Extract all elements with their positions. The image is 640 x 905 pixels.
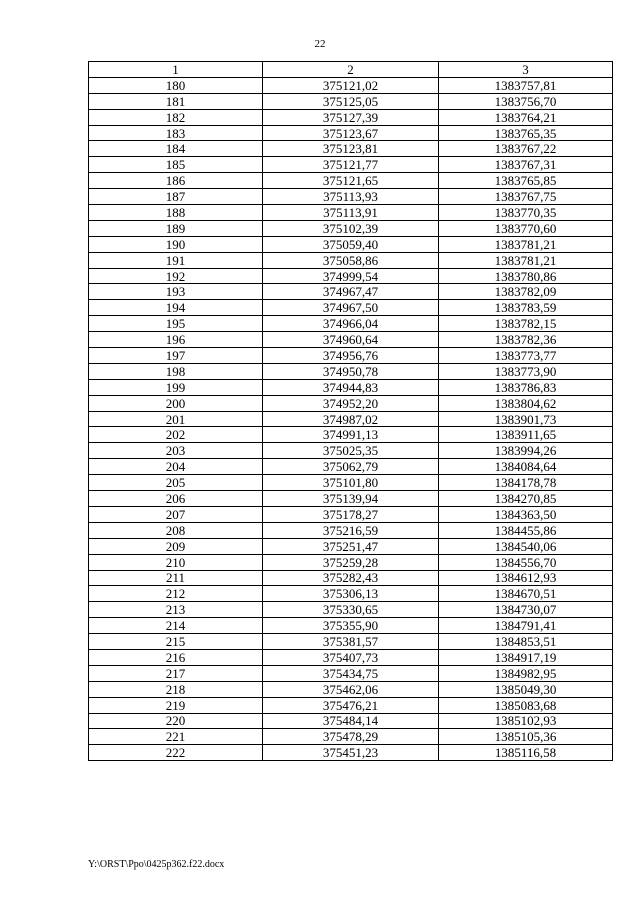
point-number-cell: 201 (89, 411, 263, 427)
table-row (89, 395, 613, 411)
x-coordinate-cell: 375123,81 (263, 141, 439, 157)
table-row (89, 332, 613, 348)
table-row (89, 141, 613, 157)
table-row (89, 745, 613, 761)
y-coordinate-cell: 1384084,64 (439, 459, 613, 475)
x-coordinate-cell: 375434,75 (263, 665, 439, 681)
y-coordinate-cell: 1383782,15 (439, 316, 613, 332)
y-coordinate-cell: 1384270,85 (439, 491, 613, 507)
y-coordinate-cell: 1384982,95 (439, 665, 613, 681)
y-coordinate-cell: 1383786,83 (439, 379, 613, 395)
point-number-cell: 218 (89, 681, 263, 697)
point-number-cell: 182 (89, 109, 263, 125)
point-number-cell: 212 (89, 586, 263, 602)
table-row (89, 411, 613, 427)
y-coordinate-cell: 1383901,73 (439, 411, 613, 427)
x-coordinate-cell: 375178,27 (263, 506, 439, 522)
y-coordinate-cell: 1383756,70 (439, 93, 613, 109)
table-row (89, 538, 613, 554)
x-coordinate-cell: 375484,14 (263, 713, 439, 729)
x-coordinate-cell: 375451,23 (263, 745, 439, 761)
y-coordinate-cell: 1384853,51 (439, 634, 613, 650)
table-row (89, 157, 613, 173)
x-coordinate-cell: 375062,79 (263, 459, 439, 475)
x-coordinate-cell: 375462,06 (263, 681, 439, 697)
table-row (89, 220, 613, 236)
point-number-cell: 187 (89, 189, 263, 205)
point-number-cell: 192 (89, 268, 263, 284)
y-coordinate-cell: 1383757,81 (439, 77, 613, 93)
point-number-cell: 185 (89, 157, 263, 173)
y-coordinate-cell: 1385049,30 (439, 681, 613, 697)
table-row (89, 697, 613, 713)
table-header-row (89, 62, 613, 78)
y-coordinate-cell: 1384917,19 (439, 649, 613, 665)
point-number-cell: 221 (89, 729, 263, 745)
point-number-cell: 197 (89, 348, 263, 364)
table-row (89, 506, 613, 522)
point-number-cell: 213 (89, 602, 263, 618)
x-coordinate-cell: 375125,05 (263, 93, 439, 109)
x-coordinate-cell: 375025,35 (263, 443, 439, 459)
point-number-cell: 207 (89, 506, 263, 522)
table-row (89, 491, 613, 507)
table-row (89, 93, 613, 109)
table-row (89, 109, 613, 125)
point-number-cell: 208 (89, 522, 263, 538)
point-number-cell: 215 (89, 634, 263, 650)
table-row (89, 713, 613, 729)
y-coordinate-cell: 1384455,86 (439, 522, 613, 538)
x-coordinate-cell: 374966,04 (263, 316, 439, 332)
x-coordinate-cell: 375102,39 (263, 220, 439, 236)
y-coordinate-cell: 1383770,60 (439, 220, 613, 236)
table-row (89, 586, 613, 602)
x-coordinate-cell: 375121,65 (263, 173, 439, 189)
table-row (89, 173, 613, 189)
table-row (89, 284, 613, 300)
y-coordinate-cell: 1383781,21 (439, 236, 613, 252)
point-number-cell: 204 (89, 459, 263, 475)
x-coordinate-cell: 375121,02 (263, 77, 439, 93)
point-number-cell: 183 (89, 125, 263, 141)
y-coordinate-cell: 1383782,36 (439, 332, 613, 348)
y-coordinate-cell: 1383804,62 (439, 395, 613, 411)
point-number-cell: 217 (89, 665, 263, 681)
point-number-cell: 191 (89, 252, 263, 268)
point-number-cell: 200 (89, 395, 263, 411)
table-row (89, 459, 613, 475)
point-number-cell: 194 (89, 300, 263, 316)
table-row (89, 77, 613, 93)
table-row (89, 300, 613, 316)
point-number-cell: 203 (89, 443, 263, 459)
point-number-cell: 214 (89, 618, 263, 634)
table-row (89, 363, 613, 379)
column-header-2: 2 (263, 62, 439, 78)
y-coordinate-cell: 1383994,26 (439, 443, 613, 459)
point-number-cell: 180 (89, 77, 263, 93)
y-coordinate-cell: 1385102,93 (439, 713, 613, 729)
table-row (89, 618, 613, 634)
y-coordinate-cell: 1383767,75 (439, 189, 613, 205)
point-number-cell: 190 (89, 236, 263, 252)
y-coordinate-cell: 1384791,41 (439, 618, 613, 634)
x-coordinate-cell: 374991,13 (263, 427, 439, 443)
table-row (89, 729, 613, 745)
x-coordinate-cell: 374956,76 (263, 348, 439, 364)
x-coordinate-cell: 374944,83 (263, 379, 439, 395)
table-row (89, 252, 613, 268)
table-row (89, 522, 613, 538)
table-row (89, 475, 613, 491)
x-coordinate-cell: 375476,21 (263, 697, 439, 713)
point-number-cell: 222 (89, 745, 263, 761)
y-coordinate-cell: 1383770,35 (439, 205, 613, 221)
x-coordinate-cell: 375113,93 (263, 189, 439, 205)
point-number-cell: 189 (89, 220, 263, 236)
coordinates-table (88, 61, 613, 761)
table-row (89, 316, 613, 332)
y-coordinate-cell: 1384178,78 (439, 475, 613, 491)
point-number-cell: 196 (89, 332, 263, 348)
y-coordinate-cell: 1383783,59 (439, 300, 613, 316)
point-number-cell: 216 (89, 649, 263, 665)
y-coordinate-cell: 1384363,50 (439, 506, 613, 522)
x-coordinate-cell: 375306,13 (263, 586, 439, 602)
y-coordinate-cell: 1383767,31 (439, 157, 613, 173)
table-body (89, 77, 613, 760)
y-coordinate-cell: 1384730,07 (439, 602, 613, 618)
x-coordinate-cell: 375139,94 (263, 491, 439, 507)
y-coordinate-cell: 1383765,35 (439, 125, 613, 141)
point-number-cell: 199 (89, 379, 263, 395)
point-number-cell: 195 (89, 316, 263, 332)
x-coordinate-cell: 375355,90 (263, 618, 439, 634)
x-coordinate-cell: 375330,65 (263, 602, 439, 618)
y-coordinate-cell: 1383780,86 (439, 268, 613, 284)
table-row (89, 189, 613, 205)
table-row (89, 443, 613, 459)
x-coordinate-cell: 375282,43 (263, 570, 439, 586)
point-number-cell: 202 (89, 427, 263, 443)
x-coordinate-cell: 375121,77 (263, 157, 439, 173)
table-row (89, 634, 613, 650)
y-coordinate-cell: 1384540,06 (439, 538, 613, 554)
y-coordinate-cell: 1384556,70 (439, 554, 613, 570)
point-number-cell: 220 (89, 713, 263, 729)
x-coordinate-cell: 375259,28 (263, 554, 439, 570)
x-coordinate-cell: 375216,59 (263, 522, 439, 538)
y-coordinate-cell: 1385083,68 (439, 697, 613, 713)
y-coordinate-cell: 1383764,21 (439, 109, 613, 125)
y-coordinate-cell: 1385105,36 (439, 729, 613, 745)
table-row (89, 379, 613, 395)
x-coordinate-cell: 374987,02 (263, 411, 439, 427)
page-number: 22 (314, 38, 326, 50)
y-coordinate-cell: 1383911,65 (439, 427, 613, 443)
x-coordinate-cell: 374960,64 (263, 332, 439, 348)
table-row (89, 268, 613, 284)
column-header-3: 3 (439, 62, 613, 78)
x-coordinate-cell: 374967,50 (263, 300, 439, 316)
x-coordinate-cell: 375059,40 (263, 236, 439, 252)
table-row (89, 602, 613, 618)
table-row (89, 649, 613, 665)
x-coordinate-cell: 375101,80 (263, 475, 439, 491)
x-coordinate-cell: 375251,47 (263, 538, 439, 554)
y-coordinate-cell: 1383767,22 (439, 141, 613, 157)
y-coordinate-cell: 1383773,77 (439, 348, 613, 364)
point-number-cell: 184 (89, 141, 263, 157)
x-coordinate-cell: 374950,78 (263, 363, 439, 379)
table-row (89, 236, 613, 252)
table-row (89, 681, 613, 697)
point-number-cell: 181 (89, 93, 263, 109)
x-coordinate-cell: 375113,91 (263, 205, 439, 221)
y-coordinate-cell: 1383773,90 (439, 363, 613, 379)
point-number-cell: 210 (89, 554, 263, 570)
x-coordinate-cell: 374952,20 (263, 395, 439, 411)
y-coordinate-cell: 1384612,93 (439, 570, 613, 586)
footer-file-path: Y:\ORST\Ppo\0425p362.f22.docx (88, 859, 225, 870)
point-number-cell: 186 (89, 173, 263, 189)
table-row (89, 570, 613, 586)
point-number-cell: 193 (89, 284, 263, 300)
y-coordinate-cell: 1384670,51 (439, 586, 613, 602)
column-header-1: 1 (89, 62, 263, 78)
point-number-cell: 198 (89, 363, 263, 379)
x-coordinate-cell: 375127,39 (263, 109, 439, 125)
y-coordinate-cell: 1383781,21 (439, 252, 613, 268)
x-coordinate-cell: 374999,54 (263, 268, 439, 284)
table-row (89, 348, 613, 364)
x-coordinate-cell: 375478,29 (263, 729, 439, 745)
x-coordinate-cell: 375381,57 (263, 634, 439, 650)
y-coordinate-cell: 1383782,09 (439, 284, 613, 300)
point-number-cell: 211 (89, 570, 263, 586)
x-coordinate-cell: 375407,73 (263, 649, 439, 665)
table-row (89, 427, 613, 443)
table-row (89, 125, 613, 141)
table-row (89, 665, 613, 681)
point-number-cell: 219 (89, 697, 263, 713)
point-number-cell: 188 (89, 205, 263, 221)
x-coordinate-cell: 374967,47 (263, 284, 439, 300)
y-coordinate-cell: 1383765,85 (439, 173, 613, 189)
x-coordinate-cell: 375058,86 (263, 252, 439, 268)
x-coordinate-cell: 375123,67 (263, 125, 439, 141)
point-number-cell: 206 (89, 491, 263, 507)
point-number-cell: 205 (89, 475, 263, 491)
y-coordinate-cell: 1385116,58 (439, 745, 613, 761)
table-row (89, 554, 613, 570)
table-row (89, 205, 613, 221)
point-number-cell: 209 (89, 538, 263, 554)
